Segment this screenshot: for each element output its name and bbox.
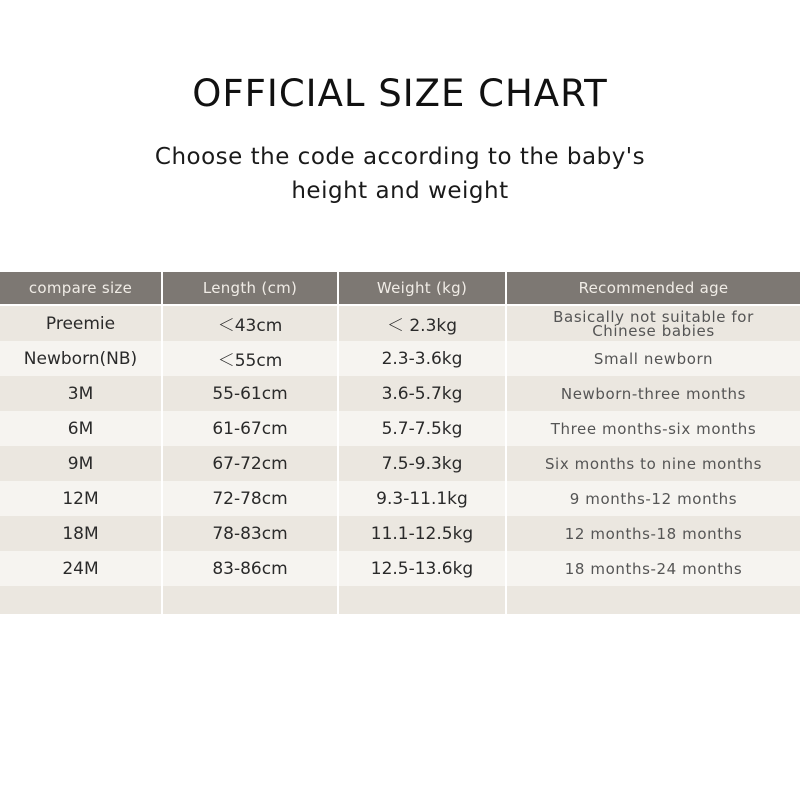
size-cell: 24M	[0, 551, 163, 586]
size-table	[0, 272, 800, 614]
size-cell: 6M	[0, 411, 163, 446]
subtitle-line-1: Choose the code according to the baby's	[154, 144, 646, 170]
empty-table-row	[0, 586, 800, 614]
table-row	[0, 376, 800, 411]
age-cell: 12 months-18 months	[564, 524, 743, 543]
age-cell: Newborn-three months	[560, 384, 747, 403]
age-cell: Six months to nine months	[544, 454, 763, 473]
empty-cell	[507, 586, 800, 614]
weight-cell: 5.7-7.5kg	[339, 411, 507, 446]
size-cell: Preemie	[0, 306, 163, 341]
table-row	[0, 551, 800, 586]
weight-cell: ＜ 2.3kg	[339, 306, 507, 341]
weight-cell: 9.3-11.1kg	[339, 481, 507, 516]
header-weight: Weight (kg)	[339, 272, 507, 304]
length-cell: 67-72cm	[163, 446, 339, 481]
table-row	[0, 306, 800, 341]
weight-cell: 7.5-9.3kg	[339, 446, 507, 481]
length-cell: 72-78cm	[163, 481, 339, 516]
table-row	[0, 481, 800, 516]
header-compare-size: compare size	[0, 272, 163, 304]
weight-cell: 3.6-5.7kg	[339, 376, 507, 411]
length-cell: 78-83cm	[163, 516, 339, 551]
empty-cell	[163, 586, 339, 614]
age-cell: 18 months-24 months	[564, 559, 743, 578]
weight-cell: 11.1-12.5kg	[339, 516, 507, 551]
size-cell: 9M	[0, 446, 163, 481]
length-cell: ＜43cm	[163, 306, 339, 341]
weight-cell: 2.3-3.6kg	[339, 341, 507, 376]
size-cell: 3M	[0, 376, 163, 411]
length-cell: 83-86cm	[163, 551, 339, 586]
age-cell: Small newborn	[593, 349, 714, 368]
weight-cell: 12.5-13.6kg	[339, 551, 507, 586]
table-row	[0, 446, 800, 481]
empty-cell	[339, 586, 507, 614]
page-subtitle	[0, 140, 800, 208]
size-cell: Newborn(NB)	[0, 341, 163, 376]
table-row	[0, 411, 800, 446]
page-title: OFFICIAL SIZE CHART	[192, 72, 608, 115]
length-cell: 55-61cm	[163, 376, 339, 411]
length-cell: ＜55cm	[163, 341, 339, 376]
subtitle-line-2: height and weight	[291, 178, 509, 204]
age-cell: 9 months-12 months	[569, 489, 738, 508]
age-cell: Basically not suitable for Chinese babies	[553, 307, 754, 340]
length-cell: 61-67cm	[163, 411, 339, 446]
size-cell: 18M	[0, 516, 163, 551]
header-recommended-age: Recommended age	[578, 279, 729, 297]
header-length: Length (cm)	[163, 272, 339, 304]
table-row	[0, 516, 800, 551]
table-row	[0, 341, 800, 376]
size-cell: 12M	[0, 481, 163, 516]
empty-cell	[0, 586, 163, 614]
age-cell: Three months-six months	[550, 419, 757, 438]
table-header-row	[0, 272, 800, 304]
